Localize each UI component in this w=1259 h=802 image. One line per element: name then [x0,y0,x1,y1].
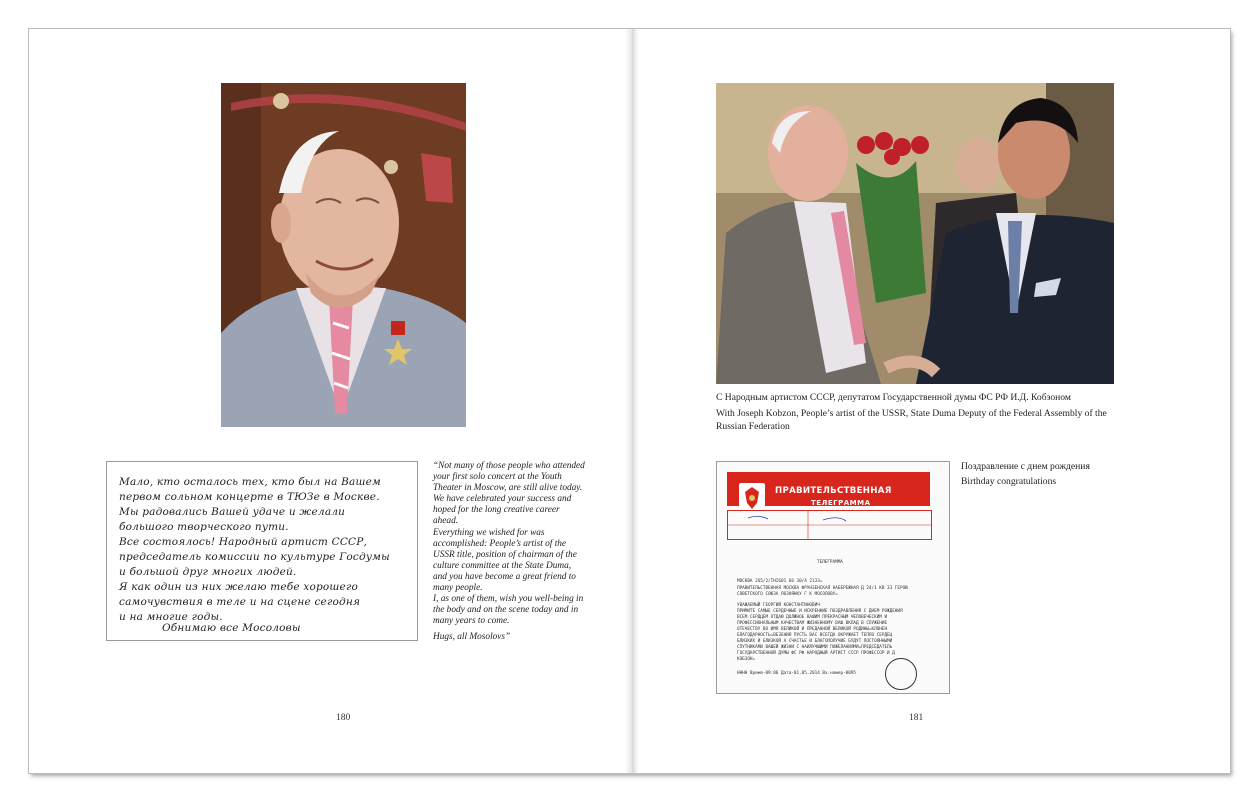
telegram-line: КОБЗОН= [737,657,756,662]
telegram-line: БЛАГОДАРНОСТЬ=ВЕЗЕНИЯ ПУСТЬ ВАС ВСЕГДА ОКРУЖАЕТ ТЕПЛО СЕРДЕЦ [737,633,893,638]
handwritten-line: первом сольном концерте в ТЮЗе в Москве. [119,491,380,503]
russian-emblem-icon [739,483,765,513]
telegram-title: ПРАВИТЕЛЬСТВЕННАЯ [775,486,892,496]
telegram-line: ВСЕМ СЕРДЦЕМ ОТДАЮ ДОЛЖНОЕ ВАШИМ ПРЕКРАСНЫМ ЧЕЛОВЕЧЕСКИМ И [737,615,888,620]
telegram-line: БЛИЗКИХ И БЛИЗКОЙ А СЧАСТЬЕ И БЛАГОПОЛУЧИЕ БУДУТ ПОСТОЯННЫМИ [737,639,893,644]
telegram-label: ТЕЛЕГРАММА [817,560,843,565]
telegram-line: УВАЖАЕМЫЙ ГЕОРГИЙ КОНСТАНТИНОВИЧ [737,603,820,608]
quote-paragraph: Everything we wished for was accomplished: People’s artist of the USSR title, position of chairman of the culture committee at the State Duma, and you have become a great friend to many people. [433,527,577,594]
telegram-line: ПРИМИТЕ САМЫЕ СЕРДЕЧНЫЕ И ИСКРЕННИЕ ПОЗДРАВЛЕНИЯ С ДНЕМ РОЖДЕНИЯ [737,609,903,614]
quote-signoff: Hugs, all Mosolovs” [433,632,511,643]
telegram-subtitle: ТЕЛЕГРАММА [811,499,871,507]
page-number-right: 181 [909,713,924,723]
telegram-form-fields [727,510,932,540]
telegram-line: НННН Время-09:06 Дата-01.05.2014 Вх.номер-0095 [737,671,856,676]
page-number-left: 180 [336,713,351,723]
telegram-header [727,472,930,506]
handwritten-signature: Обнимаю все Мосоловы [162,622,301,634]
telegram-line: ГОСУДАРСТВЕННОЙ ДУМЫ ФС РФ НАРОДНЫЙ АРТИСТ СССР ПРОФЕССОР И Д [737,651,895,656]
kobzon-meeting-photo [716,83,1114,384]
photo-caption-ru: С Народным артистом СССР, депутатом Государственной думы ФС РФ И.Д. Кобзоном [716,392,1071,403]
book-gutter [625,29,639,773]
telegram-line: СОВЕТСКОГО СОЮЗА ЛОЗНЯНКУ Г К МОСОЛОВУ= [737,592,838,597]
meeting-illustration [716,83,1114,384]
portrait-illustration [221,83,466,427]
handwritten-line: и большой друг многих людей. [119,566,297,578]
handwritten-line: Я как один из них желаю тебе хорошего [119,581,358,593]
handwritten-note [106,461,418,641]
telegram-line: МОСКВА 265/2/THI601 66 30/4 2133= [737,579,823,584]
photo-caption-en: With Joseph Kobzon, People’s artist of the USSR, State Duma Deputy of the Federal Assembly of the Russian Federation [716,408,1107,432]
handwritten-line: самочувствия в теле и на сцене сегодня [119,596,361,608]
telegram-line: ПРАВИТЕЛЬСТВЕННАЯ МОСКВА ФРУНЗЕНСКАЯ НАБЕРЕЖНАЯ Д 24/1 КВ 33 ГЕРОЮ [737,586,908,591]
handwritten-line: Все состоялось! Народный артист СССР, [119,536,368,548]
portrait-photo [221,83,466,427]
government-telegram [716,461,950,694]
telegram-line: ПРОФЕССИОНАЛЬНЫМ КАЧЕСТВАМ ЖИЗНЕННОМУ ВАШ ВКЛАД В СЛУЖЕНИЕ [737,621,888,626]
book-spread [29,29,1230,773]
telegram-line: СПУТНИКАМИ ВАШЕЙ ЖИЗНИ С НАИЛУЧШИМИ ПОЖЕЛАНИЯМИ=ПРЕДСЕДАТЕЛЬ [737,645,893,650]
quote-paragraph: “Not many of those people who attended your first solo concert at the Youth Theater in Moscow, are still alive today. We have celebrated your success and hoped for the long creative career ahead. [433,461,585,527]
quote-paragraph: I, as one of them, wish you well-being in the body and on the scene today and in many years to come. [433,594,584,627]
handwritten-line: Мы радовались Вашей удаче и желали [119,506,346,518]
telegram-caption-en: Birthday congratulations [961,476,1057,487]
handwritten-line: председатель комиссии по культуре Госдумы [119,551,390,563]
handwritten-line: и на многие годы. [119,611,223,623]
telegram-caption-ru: Поздравление с днем рождения [961,461,1090,472]
handwritten-line: Мало, кто осталось тех, кто был на Вашем [119,476,381,488]
postal-stamp-icon [885,658,917,690]
english-translation [433,461,585,644]
handwritten-line: большого творческого пути. [119,521,289,533]
telegram-line: ОТЕЧЕСТВУ ВО ИМЯ ВЕЛИКОЙ И ПРЕДАННОЙ ВЕЛИКОЙ РОДИНЫ=КЛОНЕН [737,627,888,632]
